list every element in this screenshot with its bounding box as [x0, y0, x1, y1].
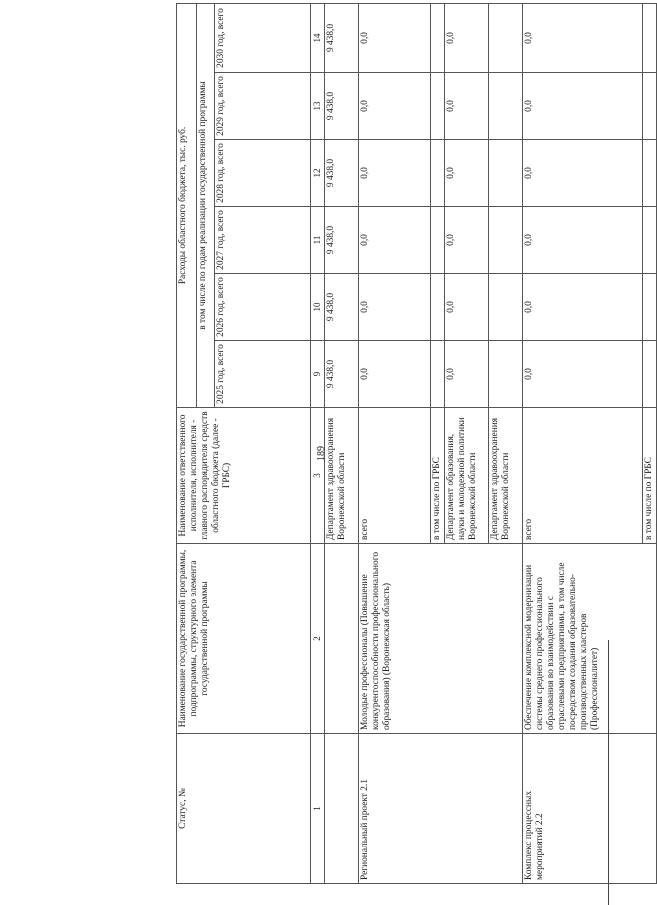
value-cell: 0,0 [358, 207, 430, 274]
header-executor: Наименование ответственного исполнителя, исполнителя - главного распорядителя средств областного бюджета (далее - ГРБС) [177, 408, 311, 544]
value-cell [642, 3, 656, 72]
column-number: 13 [311, 73, 325, 140]
value-cell: 0,0 [522, 140, 642, 207]
value-cell: 9 438,0 [324, 73, 358, 140]
column-number: 14 [311, 3, 325, 72]
value-cell [430, 140, 444, 207]
value-cell [488, 73, 522, 140]
value-cell: 0,0 [358, 73, 430, 140]
value-cell: 0,0 [358, 274, 430, 341]
value-cell: 0,0 [522, 341, 642, 408]
value-cell: 9 438,0 [324, 341, 358, 408]
row-executor: всего [358, 408, 430, 544]
value-cell [642, 73, 656, 140]
row-name [324, 544, 358, 734]
value-cell [642, 274, 656, 341]
value-cell [488, 140, 522, 207]
value-cell [430, 207, 444, 274]
header-year: 2027 год, всего [215, 207, 311, 274]
column-number: 12 [311, 140, 325, 207]
row-executor: Департамент образования, науки и молодежной политики Воронежской области [444, 408, 488, 544]
table-row [358, 3, 430, 883]
value-cell [488, 3, 522, 72]
value-cell [642, 140, 656, 207]
header-by-years: в том числе по годам реализации государственной программы [197, 3, 215, 407]
row-executor: в том числе по ГРБС [642, 408, 656, 544]
value-cell [430, 3, 444, 72]
value-cell [488, 341, 522, 408]
header-name: Наименование государственной программы, подпрограммы, структурного элемента государственной программы [177, 544, 311, 734]
column-number: 1 [311, 734, 325, 884]
value-cell: 9 438,0 [324, 140, 358, 207]
value-cell [430, 274, 444, 341]
row-status: Комплекс процессных мероприятий 2.2 [522, 734, 656, 884]
value-cell: 9 438,0 [324, 207, 358, 274]
page-number: 189 [315, 445, 327, 461]
row-status: Региональный проект 2.1 [358, 734, 522, 884]
header-year: 2030 год, всего [215, 3, 311, 72]
value-cell: 0,0 [522, 274, 642, 341]
row-status [324, 734, 358, 884]
header-status: Статус, № [177, 734, 311, 884]
value-cell [642, 207, 656, 274]
value-cell: 0,0 [358, 140, 430, 207]
header-year: 2025 год, всего [215, 341, 311, 408]
header-year: 2028 год, всего [215, 140, 311, 207]
column-numbers-row [311, 3, 325, 883]
rotated-page [176, 4, 654, 884]
row-executor: в том числе по ГРБС [430, 408, 444, 544]
column-number: 2 [311, 544, 325, 734]
value-cell: 0,0 [444, 73, 488, 140]
value-cell [430, 73, 444, 140]
value-cell [488, 274, 522, 341]
value-cell: 0,0 [444, 274, 488, 341]
value-cell: 0,0 [444, 140, 488, 207]
value-cell: 0,0 [522, 73, 642, 140]
value-cell: 0,0 [358, 3, 430, 72]
value-cell: 9 438,0 [324, 274, 358, 341]
column-number: 3 [311, 408, 325, 544]
value-cell [488, 207, 522, 274]
column-number: 10 [311, 274, 325, 341]
value-cell: 0,0 [522, 207, 642, 274]
footnote-separator-line [608, 640, 609, 905]
value-cell: 0,0 [444, 341, 488, 408]
header-year: 2026 год, всего [215, 274, 311, 341]
value-cell: 0,0 [444, 207, 488, 274]
budget-table [176, 3, 657, 884]
table-row [522, 3, 642, 883]
column-number: 11 [311, 207, 325, 274]
value-cell: 0,0 [522, 3, 642, 72]
row-executor: Департамент здравоохранения Воронежской области [488, 408, 522, 544]
header-expenses: Расходы областного бюджета, тыс. руб. [177, 3, 197, 407]
row-name: Молодые профессионалы (Повышение конкурентоспособности профессионального образования) (Воронежская область) [358, 544, 522, 734]
column-number: 9 [311, 341, 325, 408]
row-executor: всего [522, 408, 642, 544]
value-cell: 0,0 [358, 341, 430, 408]
value-cell [642, 341, 656, 408]
row-name: Обеспечение комплексной модернизации системы среднего профессионального образования во взаимодействии с отраслевыми предприятиями, в том числе посредством создания образовательно-производственных кластеров (Профессионалитет) [522, 544, 656, 734]
value-cell [430, 341, 444, 408]
value-cell: 0,0 [444, 3, 488, 72]
value-cell: 9 438,0 [324, 3, 358, 72]
table-row [324, 3, 358, 883]
header-year: 2029 год, всего [215, 73, 311, 140]
row-executor: Департамент здравоохранения Воронежской области [324, 408, 358, 544]
